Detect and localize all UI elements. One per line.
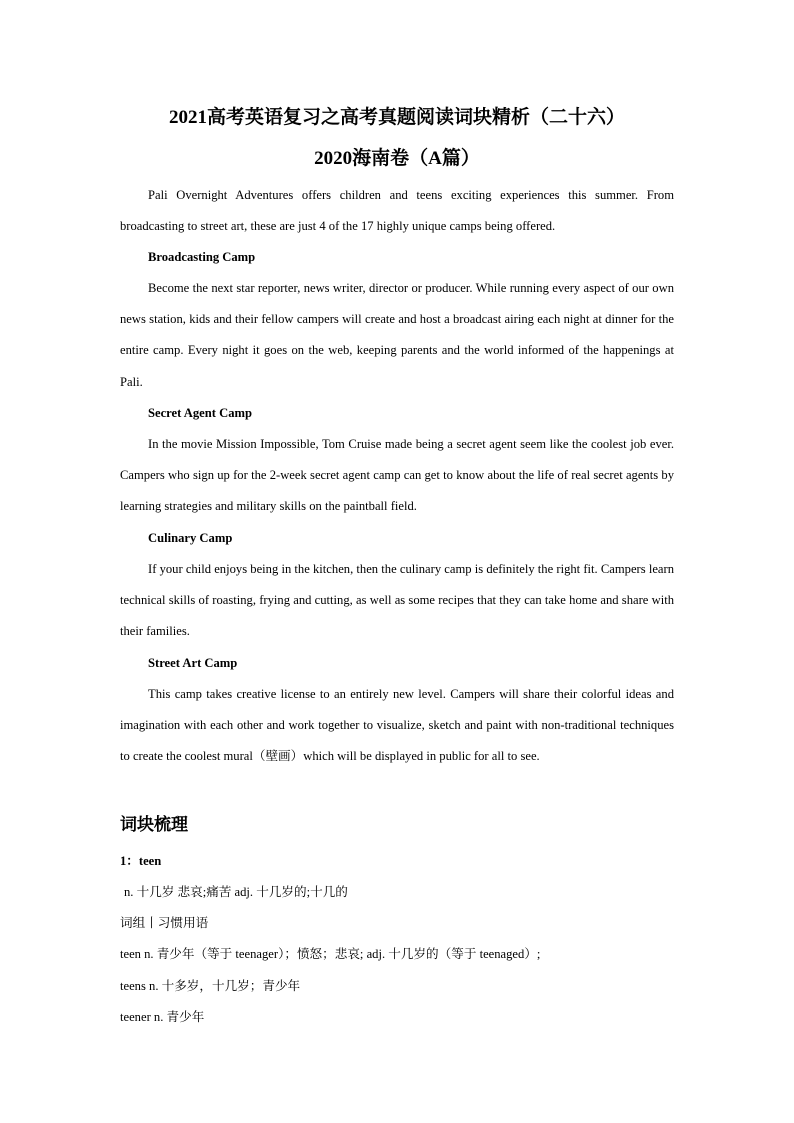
camp-text-secret-agent: In the movie Mission Impossible, Tom Cruise made being a secret agent seem like the coolest job ever. Campers who sign up for the 2-week secret agent camp can get to know about the life of real secret agents by learning strategies and military skills on the paintball field. <box>120 437 674 514</box>
camp-heading-secret-agent: Secret Agent Camp <box>148 406 252 420</box>
vocab-entry: teen n. 青少年（等于 teenager）；愤怒；悲哀; adj. 十几岁的（等于 teenaged）; <box>120 947 541 961</box>
intro-paragraph: Pali Overnight Adventures offers children and teens exciting experiences this summer. From broadcasting to street art, these are just 4 of the 17 highly unique camps being offered. <box>120 188 674 234</box>
camp-text-street-art: This camp takes creative license to an entirely new level. Campers will share their colorful ideas and imagination with each other and work together to visualize, sketch and paint with non-traditional techniques to create the coolest mural（壁画）which will be displayed in public for all to see. <box>120 687 674 764</box>
document-subtitle: 2020海南卷（A篇） <box>314 148 480 169</box>
camp-heading-culinary: Culinary Camp <box>148 531 233 545</box>
camp-text-culinary: If your child enjoys being in the kitchen, then the culinary camp is definitely the right fit. Campers learn technical skills of roasting, frying and cutting, as well as some recipes that they can take home and share with their families. <box>120 562 674 639</box>
vocab-definition: n. 十几岁 悲哀;痛苦 adj. 十几岁的;十几的 <box>124 885 348 899</box>
document-title: 2021高考英语复习之高考真题阅读词块精析（二十六） <box>168 107 625 128</box>
camp-heading-broadcasting: Broadcasting Camp <box>148 250 256 264</box>
vocab-entry: teens n. 十多岁，十几岁；青少年 <box>120 979 301 993</box>
vocab-entry: teener n. 青少年 <box>120 1010 205 1024</box>
vocab-item-title: 1：teen <box>120 854 162 868</box>
camp-text-broadcasting: Become the next star reporter, news writer, director or producer. While running every aspect of our own news station, kids and their fellow campers will create and host a broadcast airing each night at dinner for the entire camp. Every night it goes on the web, keeping parents and the world informed of the happenings at Pali. <box>120 281 674 389</box>
vocab-phrase-heading: 词组丨习惯用语 <box>120 916 209 930</box>
camp-heading-street-art: Street Art Camp <box>148 656 238 670</box>
vocab-section-title: 词块梳理 <box>120 815 188 834</box>
